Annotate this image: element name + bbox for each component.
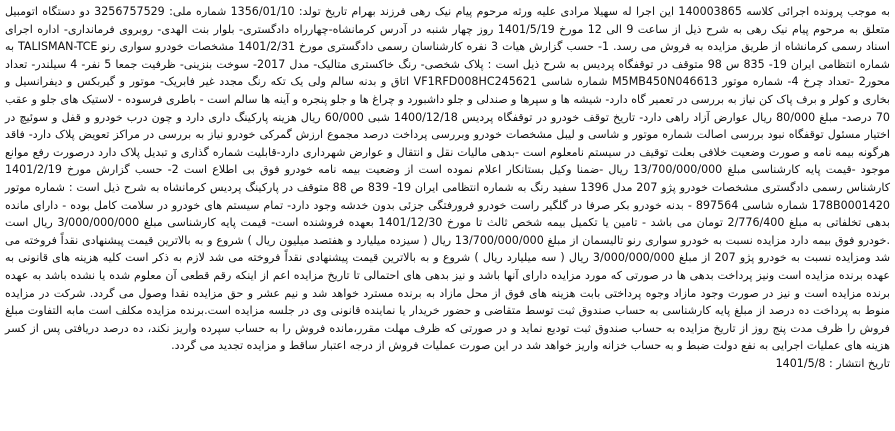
notice-body-text: به موجب پرونده اجرائی کلاسه 140003865 این اجرا له سهیلا مرادی علیه ورثه مرحوم پیام نیک رهی فرزند بهرام تاریخ تولد: 1356/01/10 شماره ملی: 3256757529 دو دستگاه اتومبیل متعلق به مرحوم پیام نیک رهی به شرح ذیل از ساعت 9 الی 12 مورخ 1401/5/19 روز چهار شنبه در آدرس کرمانشاه-چهارراه دادگستری- بلوار بنت الهدی- روبروی فرمانداری- اداره اجرای اسناد رسمی کرمانشاه از طریق مزایده به فروش می رسد. 1- حسب گزارش هیات 3 نفره کارشناسان رسمی دادگستری مورخ 1401/2/31 مشخصات خودرو سواری رنو TALISMAN-TCE به شماره انتظامی ایران 19- 835 س 98 متوقف در توقفگاه پردیس به شرح ذیل است : پلاک شخصی- رنگ خاکستری متالیک- مدل 2017- سوخت بنزینی- ظرفیت جمعا 5 نفر- 4 سیلندر- تعداد محور2 -تعداد چرخ 4- شماره موتور M5MB450N046613 شماره شاسی VF1RFD008HC245621 اتاق و بدنه سالم ولی یک تکه رنگ مجدد غیر فابریک- موتور و گیربکس و دیفرانسیل و بخاری و کولر و برف پاک کن نیاز به بررسی در تعمیر گاه دارد- شیشه ها و سپرها و صندلی و جلو داشبورد و چراغ ها و جلو پنجره و آینه ها سالم است - باطری فرسوده - لاستیک های جلو و عقب 70 درصد- مبلغ 80/000 ریال عوارض آزاد راهی دارد- تاریخ توقف خودرو در توقفگاه پردیس 1400/12/18 شبی 60/000 ریال هزینه پارکینگ داری دارد و چون درب خودرو و قفل و سوئیچ در اختیار مسئول توقفگاه نبود بررسی اصالت شماره موتور و شاسی و لیبل مشخصات خودرو وبررسی پرداخت درصد مجموع ارزش گمرکی خودرو نیاز به بررسی در مراکز تعویض پلاک دارد- فاقد هرگونه بیمه نامه و صورت وضعیت خلافی بعلت توقیف در سیستم نامعلوم است -بدهی مالیات نقل و انتقال و عوارض شهرداری دارد-قابلیت شماره گذاری و تبدیل پلاک دارد درصورت رفع موانع موجود -قیمت پایه کارشناسی مبلغ 13/700/000/000 ریال -ضمنا وکیل بستانکار اعلام نموده است از وضعیت بیمه نامه خودرو فوق بی اطلاع است 2- حسب گزارش مورخ 1401/2/19 کارشناس رسمی دادگستری مشخصات خودرو پژو 207 مدل 1396 سفید رنگ به شماره انتظامی ایران 19- 839 ص 88 متوقف در پارکینگ پردیس کرمانشاه به شرح ذیل است : شماره موتور 178B0001420 شماره شاسی 897564 - بدنه خودرو بکر صرفا در گلگیر راست خودرو فرورفتگی جزئی بدون خدشه وجود دارد- تمام سیستم های خودرو در سلامت کامل بوده - دارای مانده بدهی تخلفاتی به مبلغ 2/776/400 تومان می باشد - تامین یا تکمیل بیمه شخص ثالث تا مورخ 1401/12/30 بعهده فروشنده است- قیمت پایه کارشناسی مبلغ 3/000/000/000 ریال است .خودرو فوق بیمه دارد مزایده نسبت به خودرو سواری رنو تالیسمان از مبلغ 13/700/000/000 ریال ( سیزده میلیارد و هفتصد میلیون ریال ) شروع و به بالاترین قیمت پیشنهادی نقداً فروخته می شد ومزایده نسبت به خودرو پژو 207 از مبلغ 3/000/000/000 ریال ( سه میلیارد ریال ) شروع و به بالاترین قیمت پیشنهادی نقداً فروخته می شد لازم به ذکر است کلیه هزینه های قانونی به عهده برنده مزایده است ونیز پرداخت بدهی ها در صورتی که مورد مزایده دارای آنها باشد و نیز بدهی های احتمالی تا تاریخ مزایده اعم از اینکه رقم قطعی آن معلوم شده یا نشده باشد به عهده برنده مزایده است و نیز در صورت وجود مازاد وجوه پرداختی بابت هزینه های فوق از محل مازاد به برنده مسترد خواهد شد و نیم عشر و حق مزایده نقدا وصول می گردد. شرکت در مزایده منوط به پرداخت ده درصد از مبلغ پایه کارشناسی به حساب صندوق ثبت توسط متقاضی و حضور خریدار یا نماینده قانونی وی در جلسه مزایده است.برنده مزایده مکلف است مابه التفاوت مبلغ فروش را ظرف مدت پنج روز از تاریخ مزایده به حساب صندوق ثبت تودیع نماید و در صورتی که ظرف مهلت مقرر،مانده فروش را به حساب سپرده واریز نکند، ده درصد دریافتی پس از کسر هزینه های عملیات اجرایی به نفع دولت ضبط و به حساب خزانه واریز خواهد شد در این صورت عملیات فروش از درجه اعتبار ساقط و مزایده تجدید می گردد. (5, 5, 891, 353)
publish-date: تاریخ انتشار : 1401/5/8 (775, 356, 890, 370)
